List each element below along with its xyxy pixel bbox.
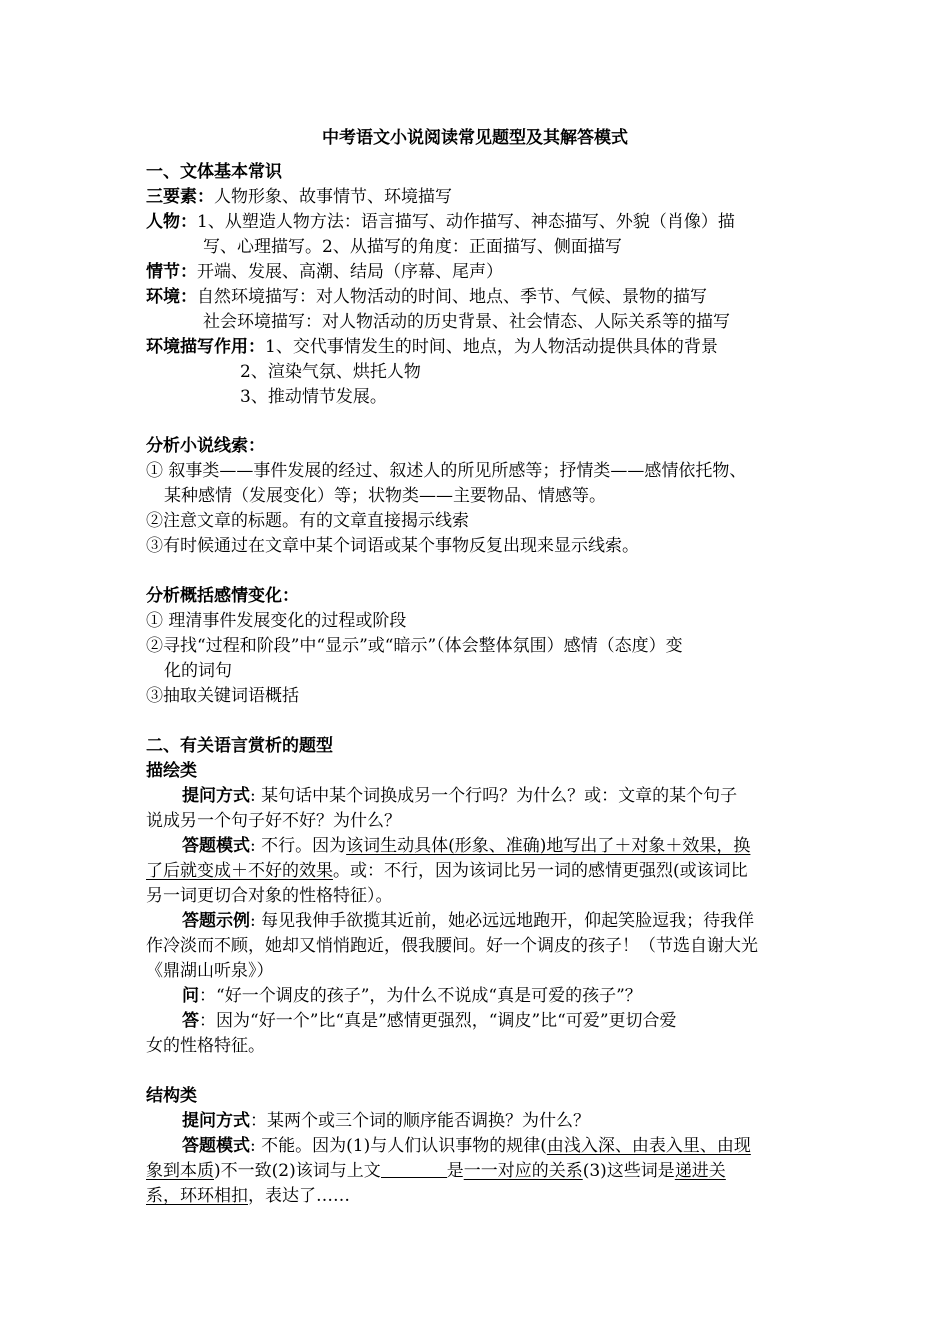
three-elements-text: 人物形象、故事情节、环境描写 (214, 187, 452, 207)
jiegou-mode-text-c: 是 (446, 1161, 464, 1181)
section-heading-1: 一、文体基本常识 (146, 162, 282, 182)
person-line-2: 写、心理描写。2、从描写的角度：正面描写、侧面描写 (203, 237, 622, 257)
emotion-line-3: 化的词句 (164, 661, 232, 681)
emotion-heading: 分析概括感情变化： (146, 586, 299, 606)
person-label: 人物： (146, 212, 197, 232)
env-line-1 (146, 285, 707, 310)
emotion-line-4: ③抽取关键词语概括 (146, 686, 299, 706)
jiegou-ask-line (182, 1109, 590, 1134)
miaohui-ask-line-1 (182, 784, 737, 809)
three-elements-line (146, 185, 452, 210)
clue-line-2: 某种感情（发展变化）等；状物类——主要物品、情感等。 (164, 486, 606, 506)
clue-heading: 分析小说线索： (146, 436, 265, 456)
miaohui-answer-line-2: 女的性格特征。 (146, 1036, 265, 1056)
jiegou-mode-text-e: ，表达了…… (248, 1186, 350, 1206)
person-text-1: 1、从塑造人物方法：语言描写、动作描写、神态描写、外貌（肖像）描 (197, 212, 735, 232)
plot-label: 情节： (146, 262, 197, 282)
clue-line-3: ②注意文章的标题。有的文章直接揭示线索 (146, 511, 469, 531)
miaohui-question-label: 问 (182, 986, 199, 1006)
jiegou-mode-underline-2: 象到本质 (146, 1161, 214, 1181)
jiegou-mode-text-d: (3)这些词是 (582, 1161, 675, 1181)
clue-line-1: ① 叙事类——事件发展的经过、叙述人的所见所感等；抒情类——感情依托物、 (146, 461, 747, 481)
plot-text: 开端、发展、高潮、结局（序幕、尾声） (197, 262, 503, 282)
emotion-line-2: ②寻找“过程和阶段”中“显示”或“暗示”（体会整体氛围）感情（态度）变 (146, 636, 683, 656)
env-role-text-1: 1、交代事情发生的时间、地点，为人物活动提供具体的背景 (265, 337, 718, 357)
miaohui-heading: 描绘类 (146, 761, 197, 781)
person-line-1 (146, 210, 735, 235)
three-elements-label: 三要素： (146, 187, 214, 207)
miaohui-example-text-1: : 每见我伸手欲揽其近前，她必远远地跑开，仰起笑脸逗我；待我佯 (250, 911, 755, 931)
miaohui-ask-text-1: : 某句话中某个词换成另一个行吗？为什么？或：文章的某个句子 (250, 786, 738, 806)
miaohui-mode-underline-1: 该词生动具体(形象、准确)地写出了＋对象＋效果，换 (346, 836, 751, 856)
jiegou-mode-underline-5: 系，环环相扣 (146, 1186, 248, 1206)
jiegou-mode-label: 答题模式 (182, 1136, 250, 1156)
jiegou-mode-line-3 (146, 1184, 350, 1209)
jiegou-mode-text-b: )不一致(2)该词与上文 (214, 1161, 381, 1181)
miaohui-answer-line-1 (182, 1009, 677, 1034)
env-label: 环境： (146, 287, 197, 307)
env-role-label: 环境描写作用： (146, 337, 265, 357)
jiegou-mode-text-a: : 不能。因为(1)与人们认识事物的规律( (250, 1136, 547, 1156)
miaohui-example-line-2: 作冷淡而不顾，她却又悄悄跑近，偎我腰间。好一个调皮的孩子！（节选自谢大光 (146, 936, 758, 956)
miaohui-mode-text-b: 。或：不行，因为该词比另一词的感情更强烈(或该词比 (333, 861, 748, 881)
miaohui-question-line (182, 984, 642, 1009)
jiegou-mode-underline-1: 由浅入深、由表入里、由现 (546, 1136, 751, 1156)
fill-blank (381, 1161, 447, 1178)
env-line-2: 社会环境描写：对人物活动的历史背景、社会情态、人际关系等的描写 (203, 312, 730, 332)
jiegou-ask-text: ：某两个或三个词的顺序能否调换？为什么？ (250, 1111, 590, 1131)
jiegou-heading: 结构类 (146, 1086, 197, 1106)
miaohui-mode-line-2 (146, 859, 748, 884)
miaohui-example-line-1 (182, 909, 754, 934)
miaohui-ask-line-2: 说成另一个句子好不好？为什么？ (146, 811, 401, 831)
jiegou-mode-underline-3: 一一对应的关系 (463, 1161, 583, 1181)
miaohui-mode-label: 答题模式 (182, 836, 250, 856)
section-heading-2: 二、有关语言赏析的题型 (146, 736, 333, 756)
env-role-line-1 (146, 335, 718, 360)
page-title: 中考语文小说阅读常见题型及其解答模式 (322, 128, 628, 148)
plot-line (146, 260, 503, 285)
clue-line-4: ③有时候通过在文章中某个词语或某个事物反复出现来显示线索。 (146, 536, 639, 556)
miaohui-mode-line-3: 另一词更切合对象的性格特征）。 (146, 886, 393, 906)
miaohui-mode-underline-2: 了后就变成＋不好的效果 (146, 861, 333, 881)
miaohui-example-line-3: 《鼎湖山听泉》） (146, 961, 274, 981)
env-text-1: 自然环境描写：对人物活动的时间、地点、季节、气候、景物的描写 (197, 287, 707, 307)
jiegou-mode-underline-4: 递进关 (674, 1161, 726, 1181)
miaohui-answer-label: 答 (182, 1011, 199, 1031)
env-role-line-3: 3、推动情节发展。 (240, 387, 387, 407)
env-role-line-2: 2、渲染气氛、烘托人物 (240, 362, 421, 382)
jiegou-ask-label: 提问方式 (182, 1111, 250, 1131)
jiegou-mode-line-1 (182, 1134, 751, 1159)
miaohui-mode-text-a: : 不行。因为 (250, 836, 347, 856)
miaohui-mode-line-1 (182, 834, 750, 859)
miaohui-example-label: 答题示例 (182, 911, 250, 931)
emotion-line-1: ① 理清事件发展变化的过程或阶段 (146, 611, 407, 631)
jiegou-mode-line-2 (146, 1159, 726, 1184)
miaohui-answer-text-1: ：因为“好一个”比“真是”感情更强烈，“调皮”比“可爱”更切合爱 (199, 1011, 677, 1031)
miaohui-ask-label: 提问方式 (182, 786, 250, 806)
miaohui-question-text: ：“好一个调皮的孩子”，为什么不说成“真是可爱的孩子”？ (199, 986, 642, 1006)
